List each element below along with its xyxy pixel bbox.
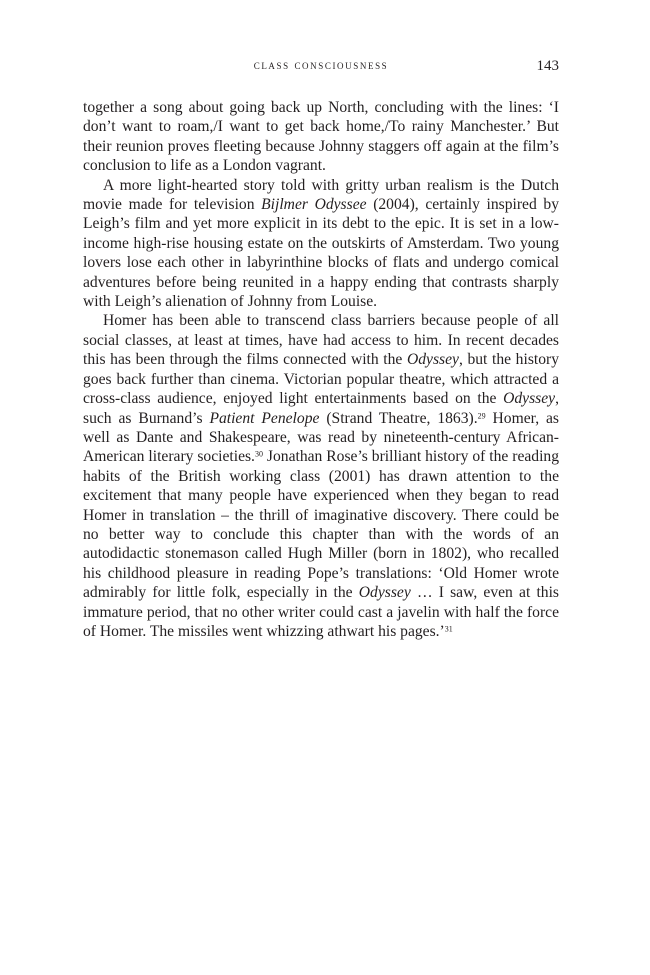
paragraph-3 xyxy=(83,311,559,641)
paragraph-text: , but the history goes back further than cinema. Victorian popular theatre, which attracted a cross-class audience, enjoyed light entertainments based on the xyxy=(83,351,560,408)
paragraph-text: , such as Burnand’s xyxy=(83,390,559,427)
paragraph-1 xyxy=(83,98,559,176)
work-title: Odyssey xyxy=(503,390,556,408)
paragraph-text: Homer, as well as Dante and Shakespeare, was read by nineteenth-century African-American literary societies. xyxy=(83,409,559,466)
film-title: Bijlmer Odyssee xyxy=(261,196,367,214)
page-number: 143 xyxy=(536,58,559,74)
work-title: Odyssey xyxy=(358,584,411,602)
paragraph-text: together a song about going back up North, concluding with the lines: ‘I don’t want to roam,/I want to get back home,/To rainy Manchester.’ But their reunion proves fleeting because Johnny staggers off again at the film’s conclusion to life as a London vagrant. xyxy=(83,99,559,175)
footnote-marker: 31 xyxy=(444,624,453,634)
footnote-marker: 30 xyxy=(254,449,263,459)
paragraph-2 xyxy=(83,176,559,312)
paragraph-text: A more light-hearted story told with gritty urban realism is the Dutch movie made for television xyxy=(83,176,559,214)
paragraph-text: (Strand Theatre, 1863). xyxy=(319,409,478,427)
paragraph-text: (2004), certainly inspired by Leigh’s film and yet more explicit in its debt to the epic. It is set in a low-income high-rise housing estate on the outskirts of Amsterdam. Two young lovers lose each other in labyrinthine blocks of flats and undergo comical adventures before being reunited in a happy ending that contrasts sharply with Leigh’s alienation of Johnny from Louise. xyxy=(83,196,559,311)
body-text xyxy=(83,98,559,641)
work-title: Odyssey xyxy=(406,351,459,369)
paragraph-text: … I saw, even at this immature period, that no other writer could cast a javelin with half the force of Homer. The missiles went whizzing athwart his pages.’ xyxy=(83,584,559,640)
play-title: Patient Penelope xyxy=(209,409,320,427)
footnote-marker: 29 xyxy=(477,411,486,421)
paragraph-text: Homer has been able to transcend class barriers because people of all social classes, at least at times, have had access to him. In recent decades this has been through the films connected with the xyxy=(83,312,559,369)
running-header xyxy=(83,58,559,78)
paragraph-text: Jonathan Rose’s brilliant history of the reading habits of the British working class (2001) has drawn attention to the excitement that many people have experienced when they began to read Homer in translation – the thrill of imaginative discovery. There could be no better way to conclude this chapter than with the words of an autodidactic stonemason called Hugh Miller (born in 1802), who recalled his childhood pleasure in reading Pope’s translations: ‘Old Homer wrote admirably for little folk, especially in the xyxy=(83,448,560,602)
running-title: class consciousness xyxy=(253,58,389,72)
